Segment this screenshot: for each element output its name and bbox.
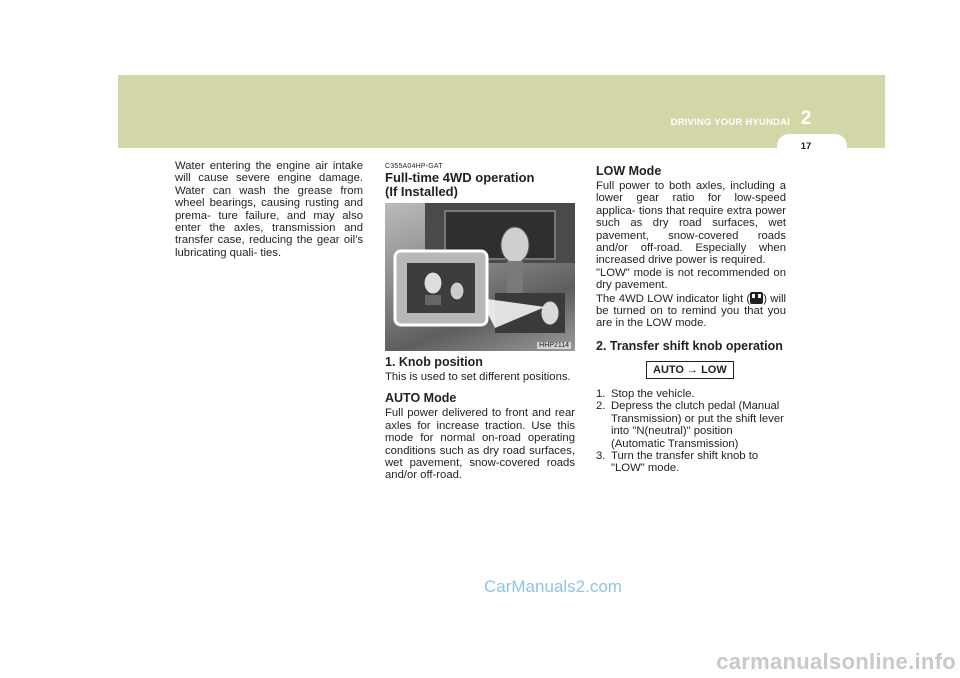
knob-position-heading: 1. Knob position xyxy=(385,355,483,369)
knob-position-text: This is used to set different positions. xyxy=(385,371,571,383)
watermark-carmanualsonline[interactable]: carmanualsonline.info xyxy=(716,649,956,674)
page-number: 17 xyxy=(800,141,812,152)
watermark-carmanuals2[interactable]: CarManuals2.com xyxy=(484,577,622,596)
auto-mode-text: Full power delivered to front and rear axles for increase traction. Use this mode for normal on-road operating conditions such as dry road surfaces, wet pavement, snow-covered roads and/or off-road. xyxy=(385,407,575,482)
low-indicator-text-a: The 4WD LOW indicator light ( xyxy=(596,292,751,305)
console-photo xyxy=(385,203,575,351)
section-heading-line2: (If Installed) xyxy=(385,184,458,199)
chapter-number: 2 xyxy=(800,108,812,129)
mode-box-row xyxy=(596,360,786,379)
section-heading xyxy=(385,171,575,199)
low-indicator-text-b: ) will be turned on to remind you that you are in the LOW mode. xyxy=(596,292,786,330)
column-right xyxy=(596,160,786,475)
column-left xyxy=(175,160,363,259)
low-mode-text: Full power to both axles, including a lower gear ratio for low-speed applica- tions that require extra power such as dry road surfaces, wet pavement, snow-covered roads and/or off-road. Especially when increased drive power is required. xyxy=(596,180,786,267)
shift-steps-list xyxy=(596,388,786,475)
4wd-low-indicator-icon xyxy=(750,292,763,304)
low-mode-warning: "LOW" mode is not recommended on dry pavement. xyxy=(596,266,786,292)
chapter-title: DRIVING YOUR HYUNDAI xyxy=(670,117,790,128)
auto-mode-heading: AUTO Mode xyxy=(385,391,457,406)
section-heading-line1: Full-time 4WD operation xyxy=(385,170,535,185)
image-code: HHP2114 xyxy=(539,342,569,349)
low-indicator-text xyxy=(596,292,786,330)
auto-to-low-box: AUTO → LOW xyxy=(646,361,734,379)
column-middle xyxy=(385,160,575,482)
low-mode-heading: LOW Mode xyxy=(596,164,662,178)
shift-step: 3. Turn the transfer shift knob to "LOW" mode. xyxy=(596,449,759,475)
shift-step: 2. Depress the clutch pedal (Manual Transmission) or put the shift lever into "N(neutral)" position (Automatic Transmission) xyxy=(596,400,784,450)
console-illustration xyxy=(385,203,575,351)
section-code: C355A04HP-GAT xyxy=(385,163,443,170)
header-band xyxy=(118,75,885,148)
water-warning-text: Water entering the engine air intake will cause severe engine damage. Water can wash the grease from wheel bearings, causing rusting and prema- ture failure, and may also enter the axles, transmission and transfer case, reducing the gear oil's lubricating quali- ties. xyxy=(175,160,363,259)
transfer-shift-heading: 2. Transfer shift knob operation xyxy=(596,338,783,353)
shift-step: 1. Stop the vehicle. xyxy=(596,387,695,400)
